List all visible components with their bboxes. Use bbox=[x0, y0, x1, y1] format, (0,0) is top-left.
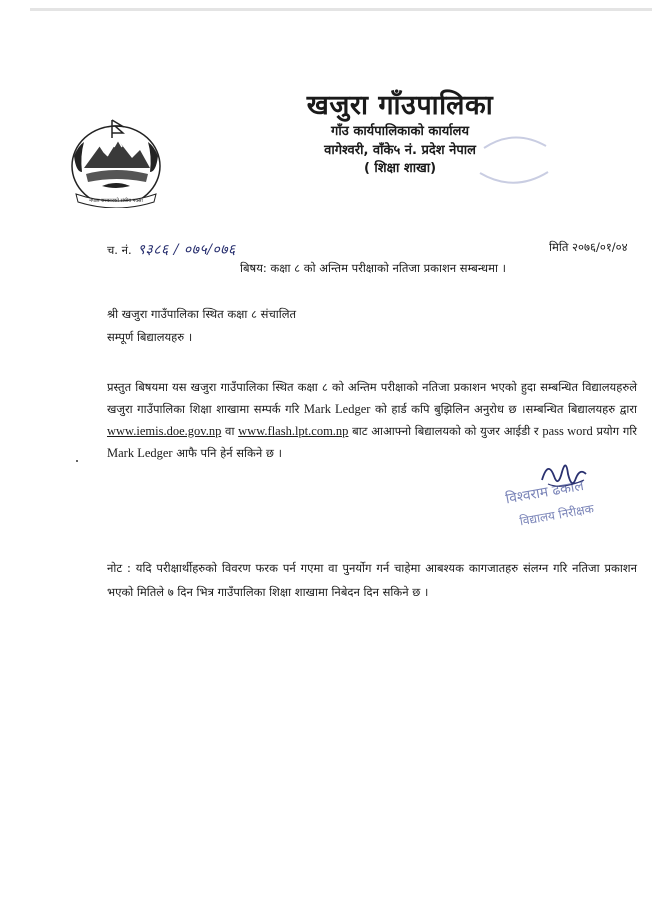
password-term: pass word bbox=[542, 424, 593, 438]
mark-ledger-term: Mark Ledger bbox=[107, 446, 173, 460]
mark-ledger-term: Mark Ledger bbox=[303, 402, 371, 416]
addressee-line-1: श्री खजुरा गाउँपालिका स्थित कक्षा ८ संचालित bbox=[107, 307, 297, 321]
body-text-4: बाट आआफ्नो बिद्यालयको को युजर आईडी र bbox=[348, 424, 543, 438]
body-text-1: प्रस्तुत बिषयमा यस खजुरा गाउँपालिका स्थित कक्षा ८ को अन्तिम परीक्षाको नतिजा प्रकाशन भएको हुदा सम्बन्धित विद्यालयहरुले खजुरा गाउँपालिका शिक्षा शाखामा सम्पर्क गरि bbox=[107, 380, 637, 416]
office-address: वागेश्वरी, वाँके५ नं. प्रदेश नेपाल bbox=[324, 143, 476, 158]
flash-link[interactable]: www.flash.lpt.com.np bbox=[238, 424, 349, 438]
reference-number bbox=[107, 240, 236, 259]
scan-speck bbox=[76, 460, 78, 462]
body-text-6: आफै पनि हेर्न सकिने छ । bbox=[172, 446, 282, 460]
faint-stamp-mark bbox=[474, 128, 554, 193]
letter-subject: बिषय: कक्षा ८ को अन्तिम परीक्षाको नतिजा प्रकाशन सम्बन्धमा । bbox=[240, 261, 507, 275]
reference-label: च. नं. bbox=[107, 243, 132, 257]
body-text-2: को हार्ड कपि बुझिलिन अनुरोध छ ।सम्बन्धित बिद्यालयहरु द्वारा bbox=[370, 402, 638, 416]
signature-stamp bbox=[502, 450, 642, 540]
signature-title: विद्यालय निरीक्षक bbox=[518, 501, 595, 529]
body-text-3: वा bbox=[221, 424, 239, 438]
body-text-5: प्रयोग गरि bbox=[592, 424, 638, 438]
scan-top-edge bbox=[30, 8, 652, 11]
office-title: खजुरा गाँउपालिका bbox=[306, 90, 494, 121]
emblem-ribbon-text: नेपाल सरकारको संघीय नक्सा bbox=[89, 198, 143, 204]
reference-handwritten: ९३८६ / ०७५/०७६ bbox=[137, 242, 236, 258]
nepal-government-emblem bbox=[62, 116, 170, 208]
addressee-line-2: सम्पूर्ण बिद्यालयहरु । bbox=[107, 330, 193, 344]
iemis-link[interactable]: www.iemis.doe.gov.np bbox=[107, 424, 222, 438]
office-section: ( शिक्षा शाखा) bbox=[363, 161, 437, 176]
signature-name: विश्वराम ढकाल bbox=[504, 477, 586, 508]
office-subtitle: गाँउ कार्यपालिकाको कार्यालय bbox=[331, 124, 469, 139]
note-text: नोट : यदि परीक्षार्थीहरुको विवरण फरक पर्न गएमा वा पुनर्योग गर्न चाहेमा आबश्यक कागजातहरु संलग्न गरि नतिजा प्रकाशन भएको मितिले ७ दिन भित्र गाउँपालिका शिक्षा शाखामा निबेदन दिन सकिने छ । bbox=[107, 561, 637, 599]
letter-date: मिति २०७६/०१/०४ bbox=[549, 240, 628, 254]
